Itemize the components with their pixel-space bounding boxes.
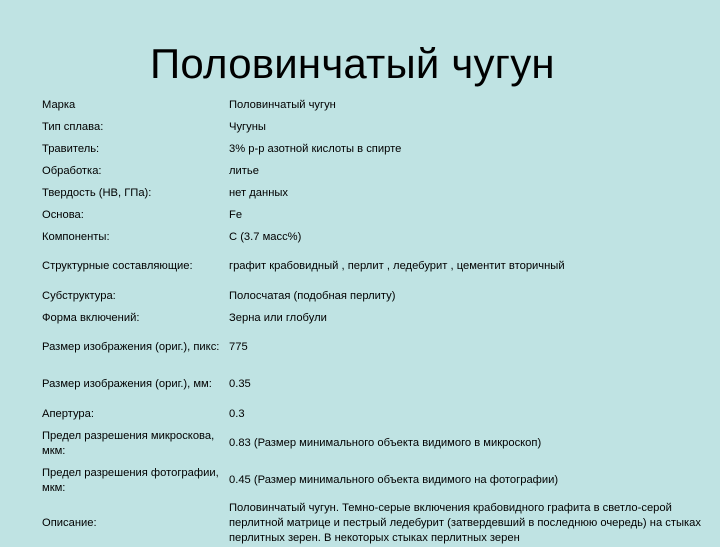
table-row [42,462,712,499]
row-value: Fe [229,208,243,221]
row-label: Марка [42,98,76,111]
row-value: 0.83 (Размер минимального объекта видимого в микроскоп) [229,437,542,449]
row-label: Компоненты: [42,230,110,243]
row-value: графит крабовидный , перлит , ледебурит , цементит вторичный [229,260,565,272]
table-row [42,285,712,307]
table-row [42,160,712,182]
row-value: C (3.7 масс%) [229,230,302,243]
table-row [42,182,712,204]
row-label: Травитель: [42,142,100,155]
slide-title: Половинчатый чугун [150,40,555,87]
row-label: Структурные составляющие: [42,260,193,272]
row-value: нет данных [229,186,289,199]
table-row [42,307,712,329]
table-row [42,403,712,425]
row-label: Субструктура: [42,289,116,302]
row-value: 775 [229,341,248,353]
table-row [42,226,712,248]
row-value: Чугуны [229,120,266,133]
row-label: Твердость (НВ, ГПа): [42,186,152,199]
row-label: Предел разрешения фотографии, мкм: [42,466,219,494]
row-label: Апертура: [42,407,94,420]
table-row [42,248,712,285]
row-value: Зерна или глобули [229,311,327,324]
table-row [42,366,712,403]
table-row [42,204,712,226]
row-label: Предел разрешения микроскова, мкм: [42,429,215,457]
row-label: Обработка: [42,164,102,177]
row-label: Размер изображения (ориг.), мм: [42,378,212,390]
row-value: 3% р-р азотной кислоты в спирте [229,142,402,155]
row-value: Половинчатый чугун. Темно-серые включения крабовидного графита в светло-серой перлитной матрице и пестрый ледебурит (затвердевший в последнюю очередь) на стыках перлитных зерен. В некоторых стыках перлитных зерен [229,501,701,544]
table-row [42,116,712,138]
table-row [42,329,712,366]
table-row [42,425,712,462]
row-value: 0.35 [229,378,251,390]
row-value: литье [229,164,259,177]
row-value: 0.45 (Размер минимального объекта видимого на фотографии) [229,474,559,486]
table-row [42,94,712,116]
row-label: Тип сплава: [42,120,104,133]
table-row [42,138,712,160]
row-label: Основа: [42,208,84,221]
row-value: Половинчатый чугун [229,98,336,111]
row-value: Полосчатая (подобная перлиту) [229,289,396,302]
row-label: Размер изображения (ориг.), пикс: [42,341,220,353]
row-label: Описание: [42,516,97,529]
row-label: Форма включений: [42,311,140,324]
properties-table [42,94,712,547]
row-value: 0.3 [229,407,245,420]
